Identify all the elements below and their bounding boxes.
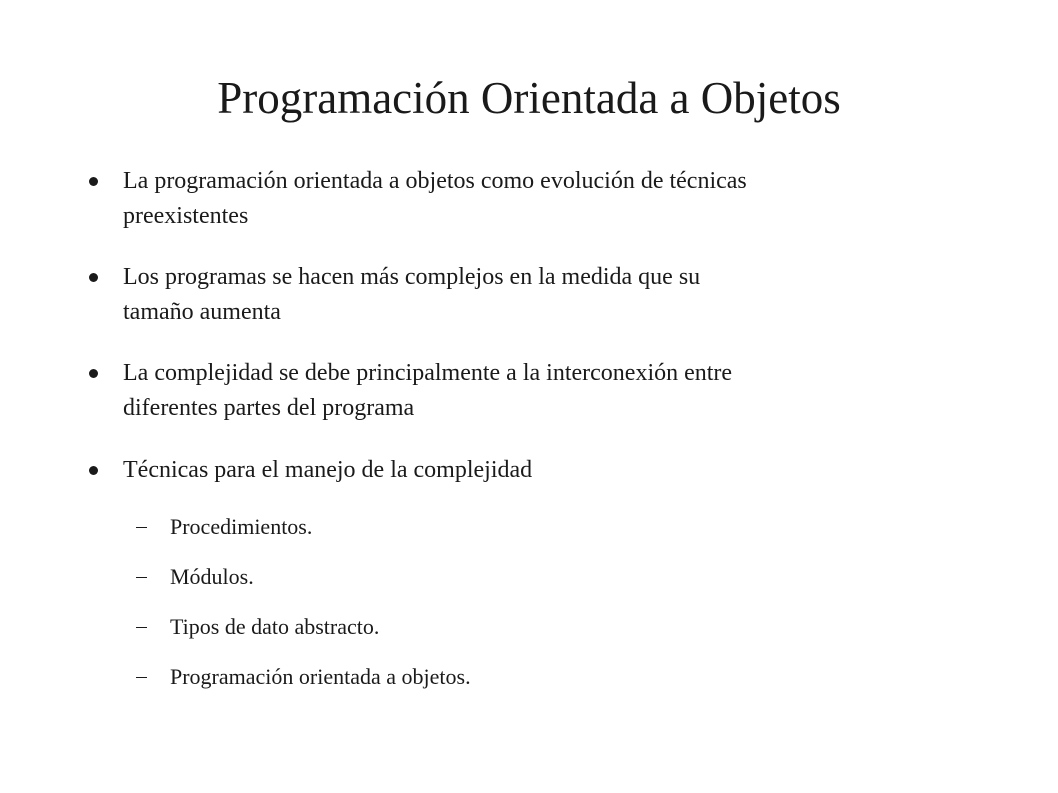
sub-bullet-text: Programación orientada a objetos.: [170, 664, 471, 689]
bullet-text-line1: La programación orientada a objetos como evolución de técnicas: [123, 168, 747, 194]
bullet-item-4: [123, 453, 943, 488]
sub-bullet-text: Módulos.: [170, 564, 254, 589]
bullet-item-3: [123, 356, 943, 426]
slide-title: Programación Orientada a Objetos: [217, 73, 841, 123]
bullet-item-1: [123, 164, 943, 234]
dash-icon: [136, 527, 147, 528]
bullet-dot-icon: [89, 177, 98, 186]
dash-icon: [136, 677, 147, 678]
bullet-text-line2: tamaño aumenta: [123, 299, 281, 325]
dash-icon: [136, 627, 147, 628]
sub-bullet-item-1: [170, 512, 870, 542]
bullet-text-line1: Técnicas para el manejo de la complejidad: [123, 457, 533, 483]
dash-icon: [136, 577, 147, 578]
bullet-dot-icon: [89, 466, 98, 475]
sub-bullet-item-3: [170, 612, 870, 642]
sub-bullet-item-2: [170, 562, 870, 592]
bullet-item-2: [123, 260, 943, 330]
bullet-dot-icon: [89, 273, 98, 282]
sub-bullet-text: Tipos de dato abstracto.: [170, 614, 380, 639]
bullet-text-line2: diferentes partes del programa: [123, 395, 415, 421]
bullet-text-line2: preexistentes: [123, 203, 249, 229]
sub-bullet-item-4: [170, 662, 870, 692]
bullet-text-line1: La complejidad se debe principalmente a la interconexión entre: [123, 360, 733, 386]
sub-bullet-text: Procedimientos.: [170, 514, 313, 539]
bullet-dot-icon: [89, 369, 98, 378]
bullet-text-line1: Los programas se hacen más complejos en la medida que su: [123, 264, 701, 290]
